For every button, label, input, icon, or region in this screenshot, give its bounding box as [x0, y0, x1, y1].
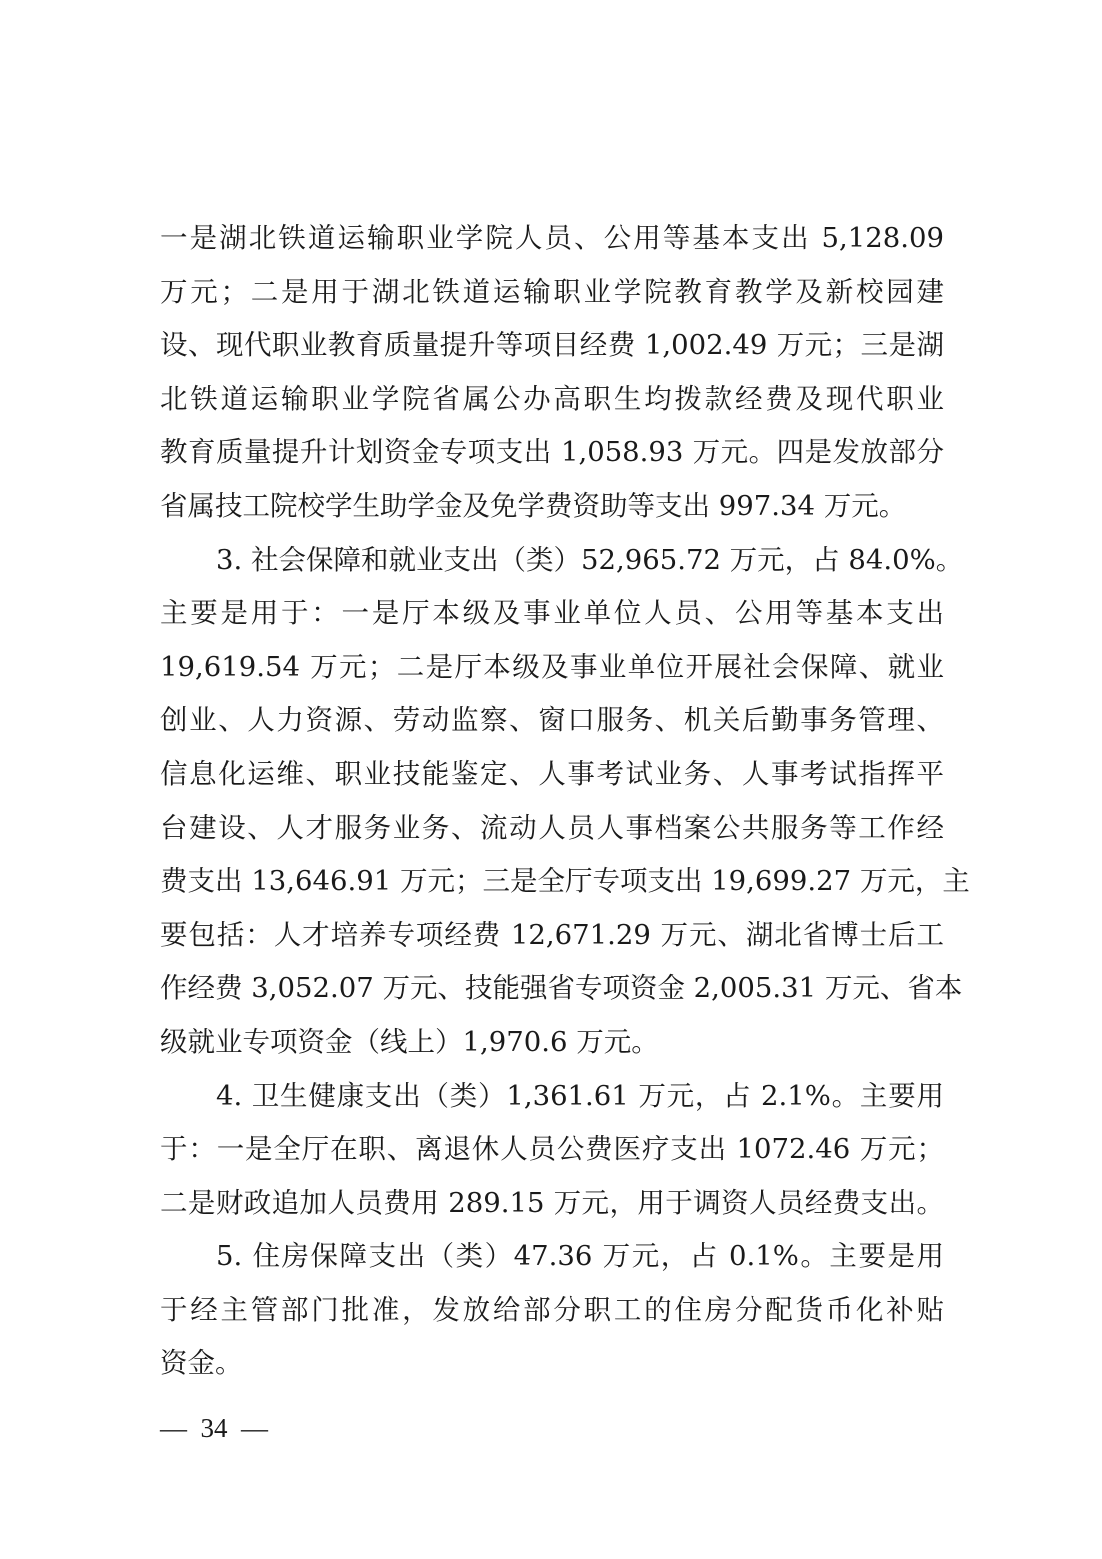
section-heading-housing: 5. 住房保障支出（类）47.36 万元，占 0.1%。主要是用: [216, 1240, 944, 1273]
text-line: 要包括：人才培养专项经费 12,671.29 万元、湖北省博士后工: [160, 918, 944, 951]
text-line: 级就业专项资金（线上）1,970.6 万元。: [160, 1025, 659, 1058]
text-line: 一是湖北铁道运输职业学院人员、公用等基本支出 5,128.09: [160, 222, 944, 254]
text-line: 资金。: [160, 1347, 243, 1380]
section-heading-health: 4. 卫生健康支出（类）1,361.61 万元，占 2.1%。主要用: [216, 1079, 944, 1112]
text-line: 万元；二是用于湖北铁道运输职业学院教育教学及新校园建: [160, 275, 944, 308]
body-text: [160, 212, 970, 1391]
text-line: 19,619.54 万元；二是厅本级及事业单位开展社会保障、就业: [160, 650, 944, 683]
text-line: 省属技工院校学生助学金及免学费资助等支出 997.34 万元。: [160, 489, 907, 522]
section-heading-social-security: 3. 社会保障和就业支出（类）52,965.72 万元，占 84.0%。: [216, 543, 964, 576]
page-number: — 34 —: [160, 1413, 268, 1443]
text-line: 费支出 13,646.91 万元；三是全厅专项支出 19,699.27 万元，主: [160, 865, 970, 898]
text-line: 于：一是全厅在职、离退休人员公费医疗支出 1072.46 万元；: [160, 1133, 944, 1166]
text-line: 北铁道运输职业学院省属公办高职生均拨款经费及现代职业: [160, 382, 944, 415]
text-line: 二是财政追加人员费用 289.15 万元，用于调资人员经费支出。: [160, 1186, 944, 1219]
text-line: 于经主管部门批准，发放给部分职工的住房分配货币化补贴: [160, 1293, 944, 1326]
text-line: 作经费 3,052.07 万元、技能强省专项资金 2,005.31 万元、省本: [160, 972, 963, 1005]
text-line: 教育质量提升计划资金专项支出 1,058.93 万元。四是发放部分: [160, 436, 944, 469]
text-line: 设、现代职业教育质量提升等项目经费 1,002.49 万元；三是湖: [160, 329, 944, 362]
text-line: 信息化运维、职业技能鉴定、人事考试业务、人事考试指挥平: [160, 757, 944, 790]
text-line: 台建设、人才服务业务、流动人员人事档案公共服务等工作经: [160, 811, 944, 844]
text-line: 创业、人力资源、劳动监察、窗口服务、机关后勤事务管理、: [160, 704, 944, 737]
text-line: 主要是用于：一是厅本级及事业单位人员、公用等基本支出: [160, 597, 944, 630]
